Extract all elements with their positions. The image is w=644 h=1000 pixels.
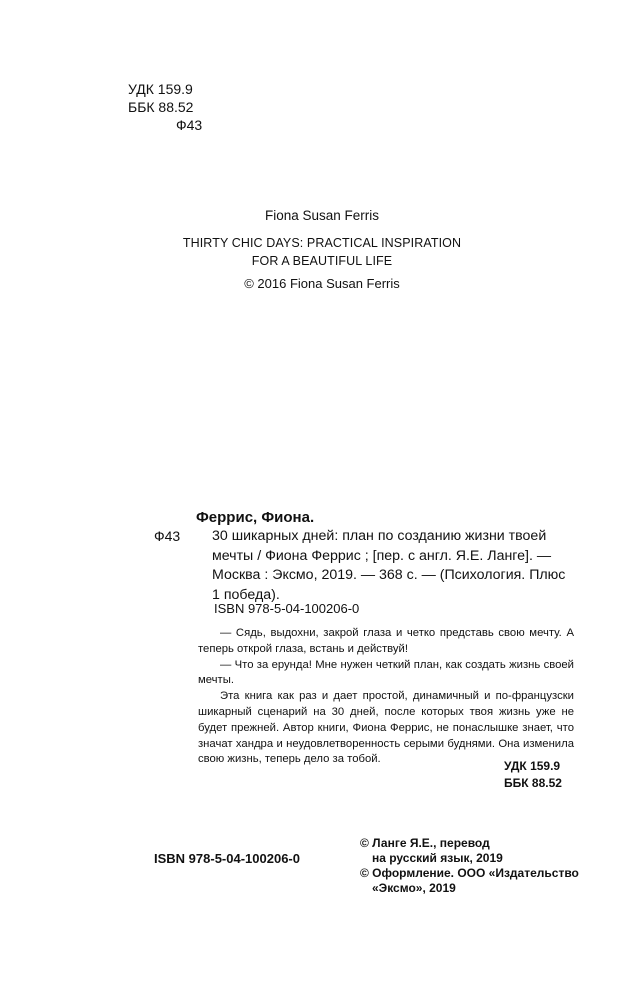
annotation bbox=[198, 626, 574, 768]
copyright-line: «Эксмо», 2019 bbox=[372, 881, 456, 895]
bottom-udk-code: УДК 159.9 bbox=[504, 759, 561, 773]
annotation-paragraph: — Что за ерунда! Мне нужен четкий план, как создать жизнь своей мечты. bbox=[198, 658, 574, 687]
card-line: Москва : Эксмо, 2019. — 368 с. — (Психология. Плюс bbox=[212, 567, 566, 583]
top-classification bbox=[128, 80, 202, 134]
bbk-code: ББК 88.52 bbox=[128, 99, 194, 115]
original-title-line1: THIRTY CHIC DAYS: PRACTICAL INSPIRATION bbox=[182, 236, 462, 250]
copyright-line: на русский язык, 2019 bbox=[372, 851, 503, 865]
original-copyright: © 2016 Fiona Susan Ferris bbox=[244, 276, 400, 291]
translation-copyright bbox=[360, 836, 579, 896]
original-title bbox=[0, 234, 644, 270]
catalog-card-description bbox=[212, 527, 584, 605]
card-line: 30 шикарных дней: план по созданию жизни твоей bbox=[212, 528, 547, 544]
card-isbn: ISBN 978-5-04-100206-0 bbox=[214, 601, 360, 616]
bottom-bbk-code: ББК 88.52 bbox=[504, 776, 562, 790]
bottom-classification bbox=[504, 758, 562, 792]
copyright-line: © Оформление. ООО «Издательство bbox=[360, 866, 579, 880]
card-line: мечты / Фиона Феррис ; [пер. с англ. Я.Е. Ланге]. — bbox=[212, 547, 552, 564]
card-author-mark: Ф43 bbox=[154, 528, 181, 544]
udk-code: УДК 159.9 bbox=[128, 81, 193, 97]
card-author: Феррис, Фиона. bbox=[196, 509, 315, 526]
original-title-line2: FOR A BEAUTIFUL LIFE bbox=[251, 254, 393, 268]
annotation-paragraph: Эта книга как раз и дает простой, динамичный и по-французски шикарный сценарий на 30 дней, после которых твоя жизнь уже не будет прежней. Автор книги, Фиона Феррис, не понаслышке знает, что значат хандра и неудовлетворенность серыми буднями. Она изменила свою жизнь, теперь дело за тобой. bbox=[198, 690, 574, 766]
original-author: Fiona Susan Ferris bbox=[264, 208, 380, 223]
annotation-paragraph: — Сядь, выдохни, закрой глаза и четко представь свою мечту. А теперь открой глаза, встань и действуй! bbox=[198, 627, 574, 655]
card-line: 1 победа). bbox=[212, 586, 280, 603]
copyright-line: © Ланге Я.Е., перевод bbox=[360, 836, 490, 850]
author-mark: Ф43 bbox=[176, 117, 203, 133]
bottom-isbn: ISBN 978-5-04-100206-0 bbox=[154, 851, 300, 866]
